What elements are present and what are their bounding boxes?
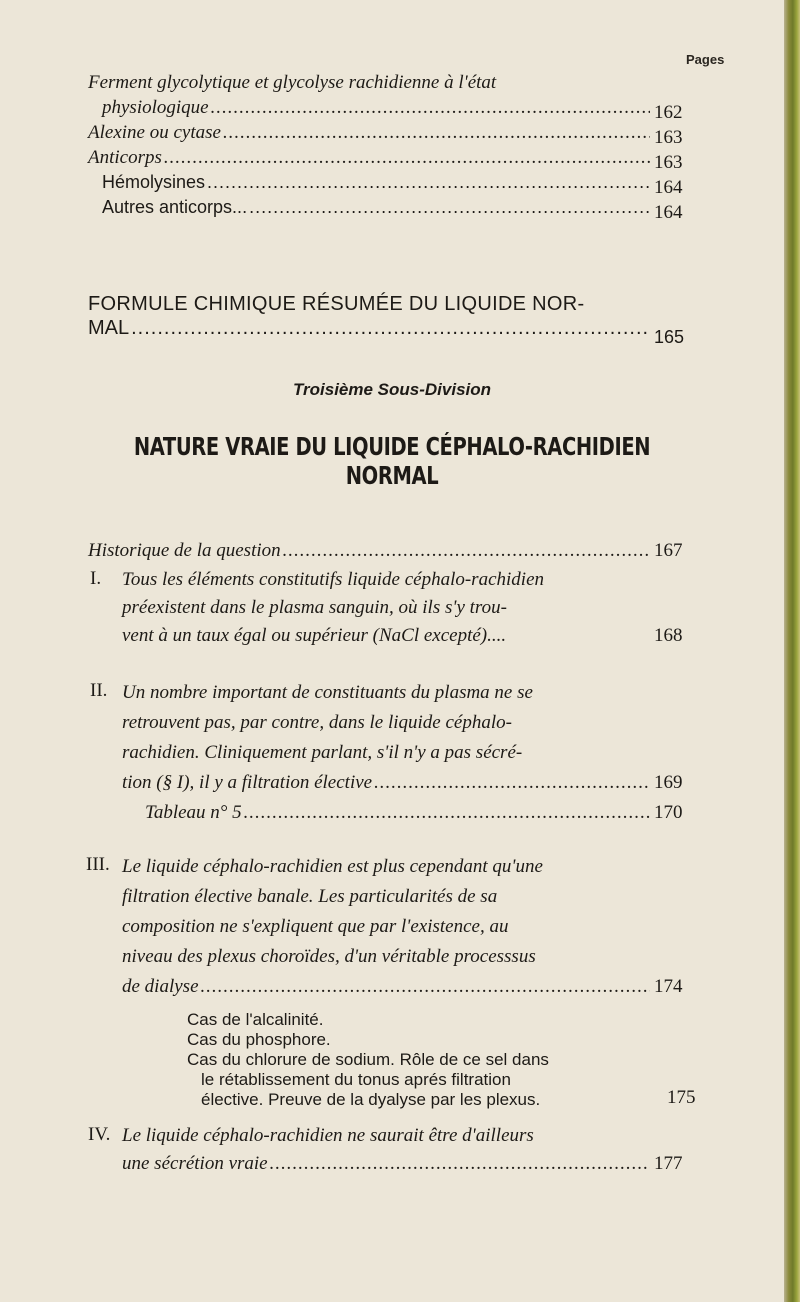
- formule-line-1: FORMULE CHIMIQUE RÉSUMÉE DU LIQUIDE NOR-: [88, 293, 585, 315]
- toc-entry-text: Autres anticorps...: [102, 197, 248, 217]
- entry-line: préexistent dans le plasma sanguin, où ils s'y trou-: [122, 597, 507, 618]
- toc-entry-section-4[interactable]: [0, 1122, 784, 1178]
- dot-leader: [283, 538, 650, 563]
- toc-entry-section-2[interactable]: [0, 678, 784, 828]
- section-numeral: II.: [90, 680, 108, 701]
- page-number: 165: [654, 327, 685, 347]
- toc-entry-hemolysines[interactable]: [0, 170, 784, 198]
- dot-leader: [201, 972, 650, 1002]
- dot-leader: [211, 95, 650, 120]
- toc-entry-tableau[interactable]: [0, 798, 784, 828]
- toc-entry-section-3[interactable]: [0, 852, 784, 1002]
- entry-line: retrouvent pas, par contre, dans le liquide céphalo-: [122, 712, 512, 733]
- entry-line: Le liquide céphalo-rachidien ne saurait être d'ailleurs: [122, 1125, 534, 1146]
- section-numeral: I.: [90, 568, 102, 589]
- entry-line: Un nombre important de constituants du plasma ne se: [122, 682, 533, 703]
- entry-line: une sécrétion vraie: [122, 1153, 268, 1174]
- toc-entry-anticorps[interactable]: [0, 145, 784, 173]
- toc-entry-historique[interactable]: [0, 538, 784, 563]
- entry-line: Tous les éléments constitutifs liquide céphalo-rachidien: [122, 569, 544, 590]
- section-numeral: III.: [86, 854, 110, 875]
- page-number: 163: [654, 127, 683, 148]
- dot-leader: [164, 145, 650, 170]
- page-number: 168: [654, 625, 683, 646]
- page-number: 169: [654, 772, 683, 793]
- page-number: 177: [654, 1153, 683, 1174]
- note-line: Cas du chlorure de sodium. Rôle de ce sel dans: [187, 1050, 549, 1069]
- toc-entry-text: Alexine ou cytase: [88, 122, 221, 143]
- note-line: Cas du phosphore.: [187, 1030, 331, 1049]
- page-number: 175: [667, 1087, 696, 1108]
- sub-division-heading: Troisième Sous-Division: [292, 380, 492, 399]
- section-numeral: IV.: [88, 1124, 111, 1145]
- page-number: 163: [654, 152, 683, 173]
- entry-line: filtration élective banale. Les particularités de sa: [122, 886, 498, 907]
- entry-line: vent à un taux égal ou supérieur (NaCl excepté)....: [122, 625, 507, 646]
- page-number: 167: [654, 540, 683, 561]
- section-3-notes: [187, 1010, 687, 1110]
- pages-column-header: Pages: [686, 52, 725, 67]
- dot-leader: [207, 170, 650, 195]
- formule-heading[interactable]: [88, 292, 688, 316]
- entry-line: de dialyse: [122, 976, 199, 997]
- note-line: élective. Preuve de la dyalyse par les plexus.: [201, 1090, 541, 1109]
- page-number: 164: [654, 202, 683, 223]
- entry-line: Le liquide céphalo-rachidien est plus cependant qu'une: [122, 856, 543, 877]
- entry-line: Tableau n° 5: [145, 802, 242, 823]
- toc-entry-text: Hémolysines: [102, 172, 206, 192]
- book-spine-edge: [784, 0, 800, 1302]
- toc-entry-text: Historique de la question: [88, 540, 281, 561]
- entry-line: niveau des plexus choroïdes, d'un véritable processsus: [122, 946, 536, 967]
- dot-leader: [131, 316, 650, 341]
- toc-entry-text: Ferment glycolytique et glycolyse rachidienne à l'état: [88, 72, 497, 93]
- page-number: 170: [654, 802, 683, 823]
- entry-line: tion (§ I), il y a filtration élective: [122, 772, 373, 793]
- dot-leader: [270, 1150, 650, 1178]
- toc-entry-ferment[interactable]: [0, 70, 784, 123]
- toc-entry-alexine[interactable]: [0, 120, 784, 148]
- toc-entry-text: MAL: [88, 317, 130, 339]
- page-number: 162: [654, 102, 683, 123]
- toc-entry-autres-anticorps[interactable]: [0, 195, 784, 223]
- toc-entry-section-1[interactable]: [0, 566, 784, 650]
- toc-entry-text: physiologique: [102, 97, 209, 118]
- note-line: Cas de l'alcalinité.: [187, 1010, 324, 1029]
- dot-leader: [249, 195, 650, 220]
- note-line: le rétablissement du tonus aprés filtration: [201, 1070, 511, 1089]
- dot-leader: [244, 798, 650, 828]
- page-number: 174: [654, 976, 683, 997]
- entry-line: composition ne s'expliquent que par l'existence, au: [122, 916, 509, 937]
- page-number: 164: [654, 177, 683, 198]
- dot-leader: [223, 120, 650, 145]
- entry-line: rachidien. Cliniquement parlant, s'il n'y a pas sécré-: [122, 742, 523, 763]
- division-title: NATURE VRAIE DU LIQUIDE CÉPHALO-RACHIDIEN NORMAL: [133, 432, 651, 490]
- dot-leader: [374, 768, 650, 798]
- toc-entry-text: Anticorps: [88, 147, 162, 168]
- toc-entry-formule[interactable]: [0, 316, 784, 347]
